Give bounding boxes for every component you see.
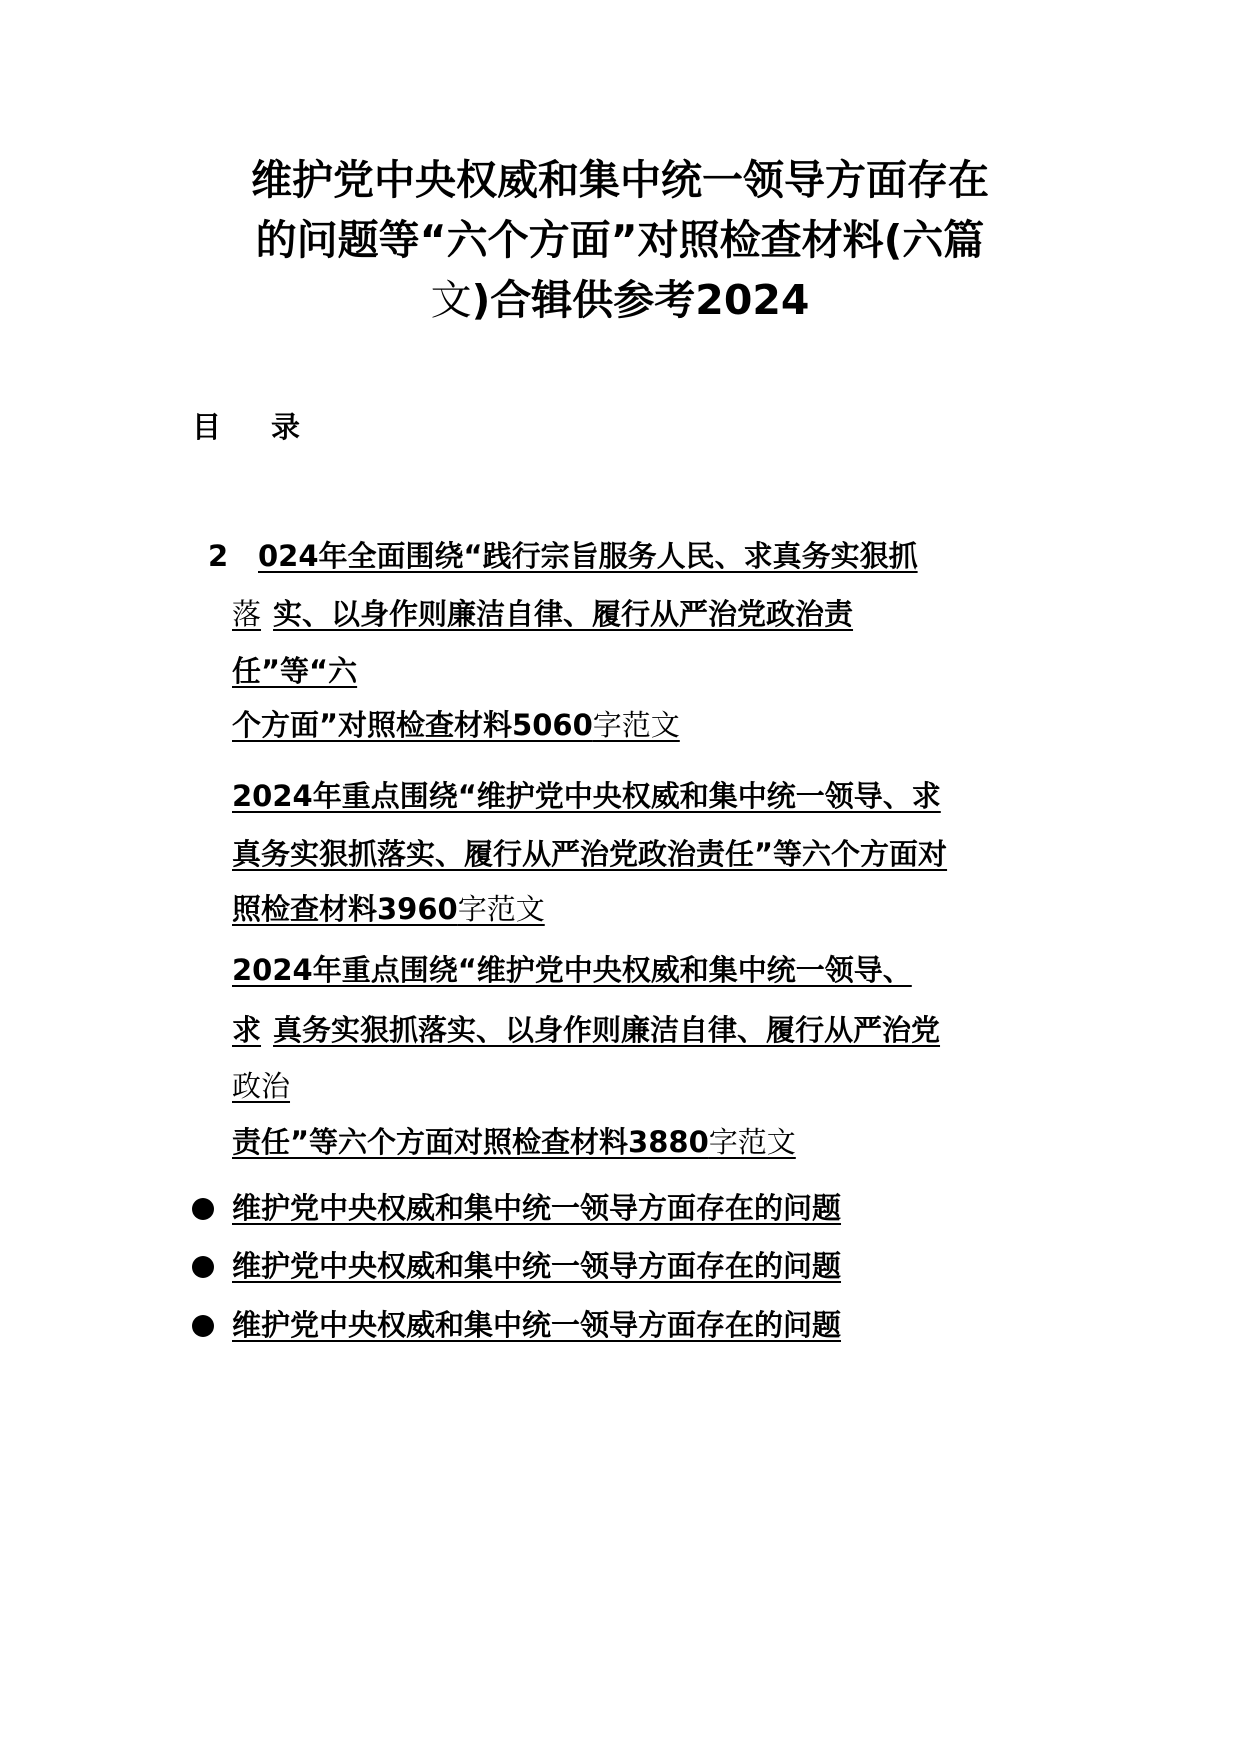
- toc-heading-char-1: 目: [192, 410, 222, 444]
- toc-entry-3-line-3[interactable]: [232, 1066, 290, 1106]
- toc-entry-1-line-2-prefix[interactable]: 落: [232, 597, 262, 631]
- toc-heading: [192, 405, 300, 446]
- toc-entry-3-line-1-text[interactable]: 2024年重点围绕“维护党中央权威和集中统一领导、: [232, 953, 912, 987]
- bullet-item-2-text[interactable]: 维护党中央权威和集中统一领导方面存在的问题: [232, 1249, 842, 1283]
- toc-entry-2-line-2-text[interactable]: 真务实狠抓落实、履行从严治党政治责任”等六个方面对: [232, 837, 948, 871]
- toc-entry-3-line-4[interactable]: [232, 1122, 796, 1162]
- toc-entry-3-line-2-prefix[interactable]: 求: [232, 1013, 262, 1047]
- bullet-item-1[interactable]: [232, 1188, 841, 1228]
- title-line-3-bold: )合辑供参考2024: [471, 276, 810, 324]
- bullet-item-3[interactable]: [232, 1305, 841, 1345]
- title-line-1: 维护党中央权威和集中统一领导方面存在: [251, 156, 989, 204]
- toc-entry-1-number: 2: [208, 539, 229, 573]
- title-line-2: 的问题等“六个方面”对照检查材料(六篇: [255, 216, 985, 264]
- toc-entry-2-line-3-normal[interactable]: 字范文: [457, 892, 545, 926]
- toc-entry-3-line-4-bold[interactable]: 责任”等六个方面对照检查材料3880: [232, 1125, 709, 1159]
- toc-entry-2-line-2[interactable]: [232, 834, 947, 874]
- toc-entry-2-line-1[interactable]: [232, 776, 941, 816]
- toc-entry-2-line-3-bold[interactable]: 照检查材料3960: [232, 892, 458, 926]
- toc-entry-3-line-2-text[interactable]: 真务实狠抓落实、以身作则廉洁自律、履行从严治党: [273, 1013, 941, 1047]
- toc-entry-3-line-3-text[interactable]: 政治: [232, 1069, 291, 1103]
- toc-entry-1-line-4-bold[interactable]: 个方面”对照检查材料5060: [232, 708, 593, 742]
- toc-entry-1-line-2-text[interactable]: 实、以身作则廉洁自律、履行从严治党政治责: [273, 597, 854, 631]
- toc-entry-3-line-4-normal[interactable]: 字范文: [708, 1125, 796, 1159]
- toc-entry-3-line-2[interactable]: [232, 1010, 940, 1050]
- toc-entry-1-line-1[interactable]: [258, 536, 918, 576]
- bullet-item-1-text[interactable]: 维护党中央权威和集中统一领导方面存在的问题: [232, 1191, 842, 1225]
- toc-entry-2-line-3[interactable]: [232, 889, 545, 929]
- toc-entry-1-line-3[interactable]: [232, 651, 357, 691]
- toc-heading-char-2: 录: [271, 410, 301, 444]
- bullet-icon: [192, 1315, 214, 1337]
- toc-entry-1-line-2[interactable]: [232, 594, 853, 634]
- toc-entry-1-line-1-text[interactable]: 024年全面围绕“践行宗旨服务人民、求真务实狠抓: [258, 539, 918, 573]
- bullet-item-3-text[interactable]: 维护党中央权威和集中统一领导方面存在的问题: [232, 1308, 842, 1342]
- bullet-icon: [192, 1198, 214, 1220]
- title-line-3-normal: 文: [430, 276, 472, 324]
- bullet-icon: [192, 1256, 214, 1278]
- document-title: [180, 150, 1060, 330]
- toc-entry-1-line-4-normal[interactable]: 字范文: [592, 708, 680, 742]
- bullet-item-2[interactable]: [232, 1246, 841, 1286]
- toc-entry-1-line-3-text[interactable]: 任”等“六: [232, 654, 358, 688]
- toc-entry-1-line-4[interactable]: [232, 705, 680, 745]
- title-line-3: [180, 270, 1060, 330]
- toc-entry-3-line-1[interactable]: [232, 950, 912, 990]
- toc-entry-2-line-1-text[interactable]: 2024年重点围绕“维护党中央权威和集中统一领导、求: [232, 779, 941, 813]
